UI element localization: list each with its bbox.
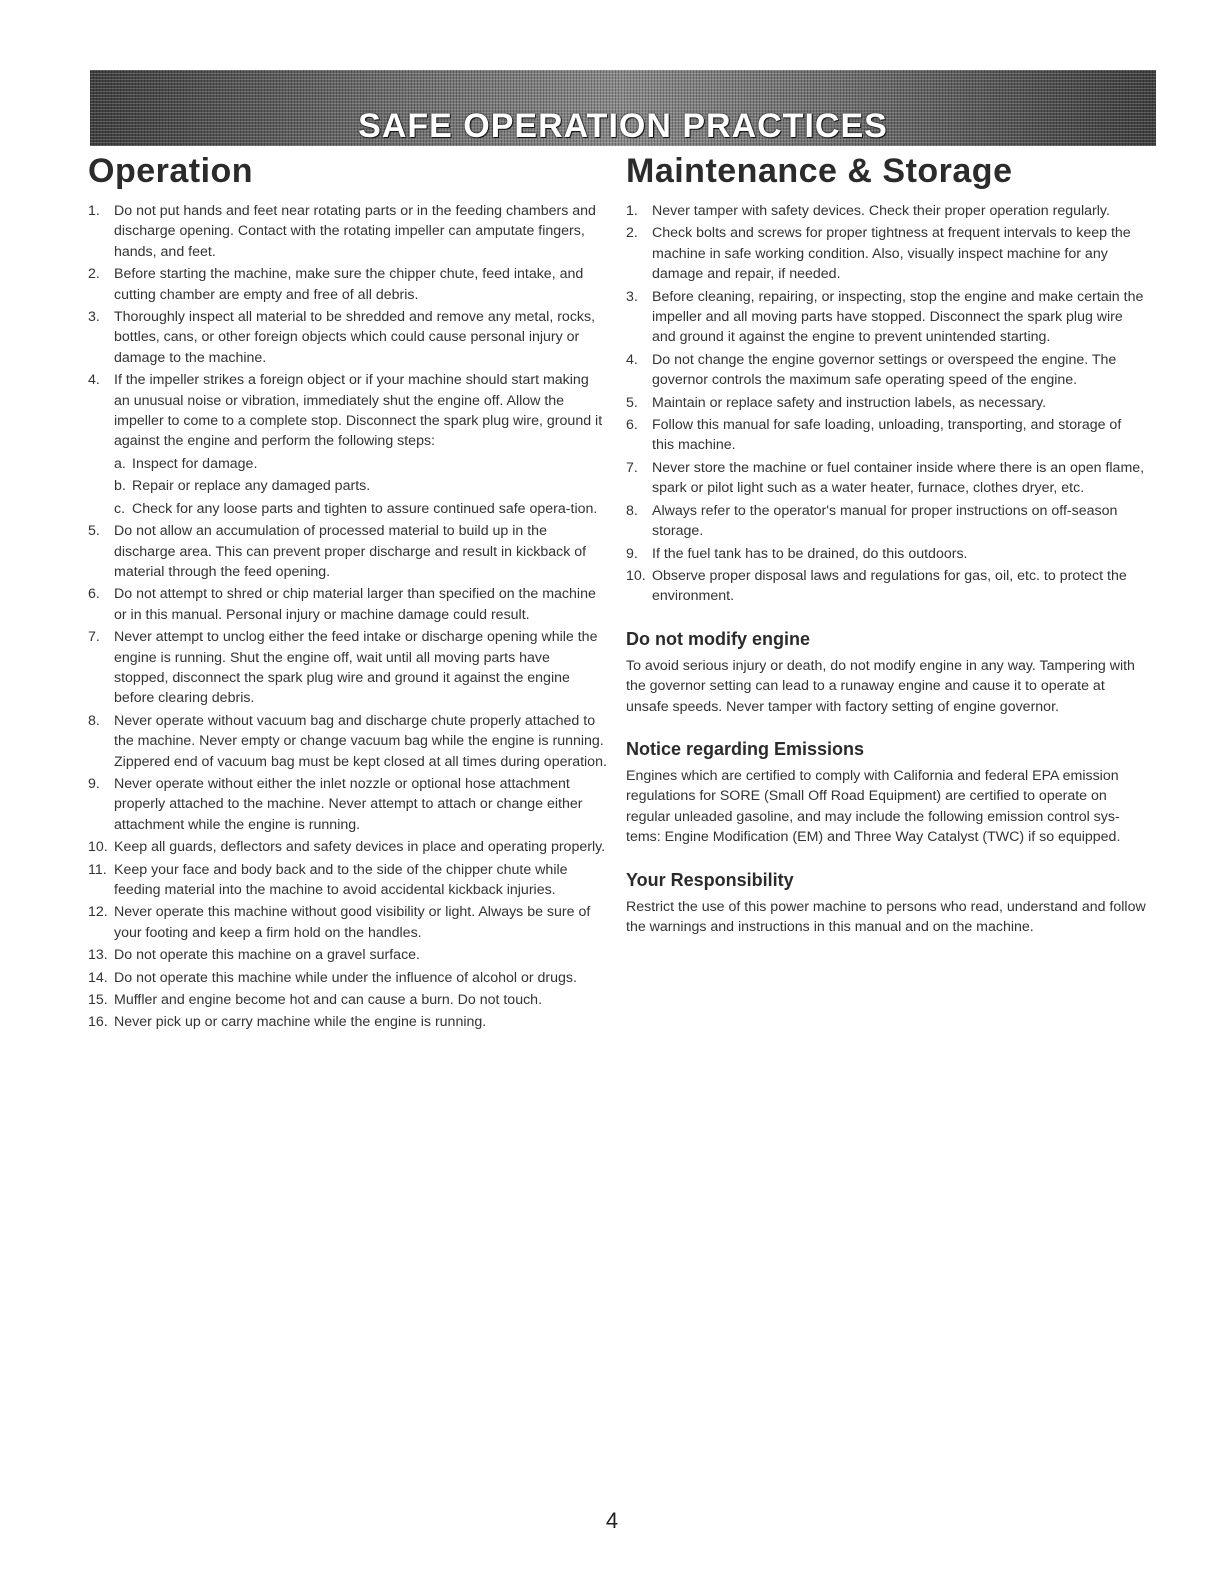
list-item bbox=[88, 584, 608, 625]
modify-engine-heading: Do not modify engine bbox=[626, 628, 810, 649]
item-text: Keep all guards, deflectors and safety devices in place and operating properly. bbox=[114, 839, 606, 856]
item-text: Do not attempt to shred or chip material larger than specified on the machine or in this manual. Personal injury or machine damage could result. bbox=[114, 586, 596, 623]
sub-list-item bbox=[114, 476, 608, 496]
item-text: Never store the machine or fuel container inside where there is an open flame, spark or pilot light such as a water heater, furnace, clothes dryer, etc. bbox=[652, 459, 1145, 497]
list-item bbox=[88, 307, 608, 368]
operation-list bbox=[88, 201, 608, 1033]
sub-list-item bbox=[114, 454, 608, 474]
item-text: Before starting the machine, make sure the chipper chute, feed intake, and cutting chamber are empty and free of all debris. bbox=[114, 266, 584, 303]
item-text: Do not operate this machine on a gravel surface. bbox=[114, 947, 420, 964]
list-item bbox=[626, 458, 1146, 499]
item-text: Always refer to the operator's manual for proper instructions on off-season storage. bbox=[652, 502, 1118, 540]
maintenance-column bbox=[626, 152, 1146, 937]
sub-item-letter: b. bbox=[114, 478, 126, 495]
item-text: Never attempt to unclog either the feed intake or discharge opening while the engine is running. Shut the engine off, wait until all moving parts have stopped, disconnect the spark plug wire and ground it against the engine before clearing debris. bbox=[114, 629, 598, 707]
operation-heading: Operation bbox=[88, 152, 254, 190]
item-number: 3. bbox=[88, 309, 100, 326]
list-item bbox=[626, 201, 1146, 221]
item-number: 14. bbox=[88, 969, 108, 986]
item-number: 9. bbox=[88, 775, 100, 792]
modify-engine-text: To avoid serious injury or death, do not modify engine in any way. Tampering with the governor setting can lead to a runaway engine and cause it to operate at unsafe speeds. Never tamper with factory setting of engine governor. bbox=[626, 657, 1135, 715]
list-item bbox=[626, 393, 1146, 413]
item-text: Observe proper disposal laws and regulations for gas, oil, etc. to protect the environment. bbox=[652, 567, 1127, 605]
item-number: 8. bbox=[626, 502, 638, 519]
responsibility-heading: Your Responsibility bbox=[626, 869, 794, 890]
item-text: Do not operate this machine while under the influence of alcohol or drugs. bbox=[114, 969, 577, 986]
sub-item-text: Check for any loose parts and tighten to assure continued safe opera-tion. bbox=[132, 500, 598, 517]
list-item bbox=[88, 711, 608, 772]
inspection-steps bbox=[114, 454, 608, 519]
item-text: If the fuel tank has to be drained, do this outdoors. bbox=[652, 545, 968, 562]
item-text: Keep your face and body back and to the side of the chipper chute while feeding material into the machine to avoid accidental kickback injuries. bbox=[114, 861, 568, 898]
list-item bbox=[88, 990, 608, 1010]
item-number: 13. bbox=[88, 947, 108, 964]
item-number: 12. bbox=[88, 904, 108, 921]
item-text: If the impeller strikes a foreign object or if your machine should start making an unusual noise or vibration, immediately shut the engine off. Allow the impeller to come to a complete stop. Disconnect the spark plug wire, ground it against the engine and perform the following steps: bbox=[114, 372, 603, 450]
item-number: 6. bbox=[88, 586, 100, 603]
list-item bbox=[88, 945, 608, 965]
item-number: 1. bbox=[626, 203, 638, 219]
maintenance-list bbox=[626, 201, 1146, 607]
sub-list-item bbox=[114, 499, 608, 519]
item-text: Muffler and engine become hot and can cause a burn. Do not touch. bbox=[114, 992, 543, 1009]
item-number: 7. bbox=[626, 459, 638, 476]
item-text: Do not allow an accumulation of processed material to build up in the discharge area. This can prevent proper discharge and result in kickback of material through the feed opening. bbox=[114, 523, 587, 580]
item-text: Follow this manual for safe loading, unloading, transporting, and storage of this machine. bbox=[652, 417, 1122, 454]
list-item bbox=[626, 501, 1146, 542]
item-number: 15. bbox=[88, 992, 108, 1009]
list-item bbox=[88, 264, 608, 305]
list-item bbox=[88, 837, 608, 857]
item-number: 8. bbox=[88, 712, 100, 729]
list-item bbox=[88, 1012, 608, 1032]
list-item bbox=[88, 201, 608, 262]
item-text: Before cleaning, repairing, or inspecting, stop the engine and make certain the impeller and all moving parts have stopped. Disconnect the spark plug wire and ground it against the engine to prevent unintended starting. bbox=[652, 288, 1144, 346]
responsibility-text: Restrict the use of this power machine to persons who read, understand and follow the warnings and instructions in this manual and on the machine. bbox=[626, 898, 1146, 935]
item-number: 10. bbox=[626, 567, 646, 584]
list-item bbox=[88, 370, 608, 519]
list-item bbox=[88, 968, 608, 988]
sub-item-letter: c. bbox=[114, 500, 126, 517]
list-item bbox=[626, 566, 1146, 607]
operation-column bbox=[88, 152, 608, 1035]
item-number: 9. bbox=[626, 545, 638, 562]
sub-item-text: Inspect for damage. bbox=[132, 455, 258, 472]
item-text: Maintain or replace safety and instruction labels, as necessary. bbox=[652, 394, 1047, 411]
list-item bbox=[626, 223, 1146, 284]
list-item bbox=[626, 544, 1146, 564]
maintenance-heading: Maintenance & Storage bbox=[626, 152, 1013, 190]
list-item bbox=[88, 902, 608, 943]
item-number: 1. bbox=[88, 203, 100, 219]
item-text: Thoroughly inspect all material to be shredded and remove any metal, rocks, bottles, cans, or other foreign objects which could cause personal injury or damage to the machine. bbox=[114, 309, 596, 366]
emissions-text: Engines which are certified to comply with California and federal EPA emission regulations for SORE (Small Off Road Equipment) are certified to operate on regular unleaded gasoline, and may include the following emission control sys-tems: Engine Modification (EM) and Three Way Catalyst (TWC) if so equipped. bbox=[626, 767, 1121, 846]
item-number: 16. bbox=[88, 1014, 108, 1031]
item-text: Never operate without vacuum bag and discharge chute properly attached to the machine. Never empty or change vacuum bag while the engine is running. Zippered end of vacuum bag must be kept closed at all times during operation. bbox=[114, 712, 607, 770]
item-number: 10. bbox=[88, 839, 108, 856]
item-text: Do not change the engine governor settings or overspeed the engine. The governor controls the maximum safe operating speed of the engine. bbox=[652, 351, 1117, 389]
item-number: 6. bbox=[626, 417, 638, 434]
item-number: 2. bbox=[626, 225, 638, 242]
item-text: Never operate without either the inlet nozzle or optional hose attachment properly attached to the machine. Never attempt to attach or change either attachment while the engine is running. bbox=[114, 775, 583, 833]
item-text: Check bolts and screws for proper tightness at frequent intervals to keep the machine in safe working condition. Also, visually inspect machine for any damage and repair, if needed. bbox=[652, 225, 1131, 283]
list-item bbox=[88, 860, 608, 901]
list-item bbox=[88, 521, 608, 582]
sub-item-letter: a. bbox=[114, 455, 126, 472]
item-number: 5. bbox=[88, 523, 100, 540]
list-item bbox=[88, 774, 608, 835]
list-item bbox=[626, 350, 1146, 391]
item-text: Do not put hands and feet near rotating parts or in the feeding chambers and discharge opening. Contact with the rotating impeller can amputate fingers, hands, and feet. bbox=[114, 203, 596, 260]
sub-item-text: Repair or replace any damaged parts. bbox=[132, 478, 371, 495]
emissions-heading: Notice regarding Emissions bbox=[626, 738, 865, 759]
banner-title: SAFE OPERATION PRACTICES bbox=[358, 106, 888, 145]
item-text: Never tamper with safety devices. Check their proper operation regularly. bbox=[652, 203, 1110, 219]
item-number: 7. bbox=[88, 629, 100, 646]
item-number: 4. bbox=[626, 351, 638, 368]
item-text: Never operate this machine without good visibility or light. Always be sure of your footing and keep a firm hold on the handles. bbox=[114, 904, 591, 941]
list-item bbox=[626, 415, 1146, 456]
page-number: 4 bbox=[605, 1508, 619, 1533]
item-number: 5. bbox=[626, 394, 638, 411]
item-number: 4. bbox=[88, 372, 100, 389]
list-item bbox=[88, 627, 608, 709]
list-item bbox=[626, 287, 1146, 348]
header-banner bbox=[90, 70, 1156, 146]
item-text: Never pick up or carry machine while the engine is running. bbox=[114, 1014, 487, 1031]
item-number: 3. bbox=[626, 288, 638, 305]
item-number: 11. bbox=[88, 861, 107, 878]
item-number: 2. bbox=[88, 266, 100, 283]
